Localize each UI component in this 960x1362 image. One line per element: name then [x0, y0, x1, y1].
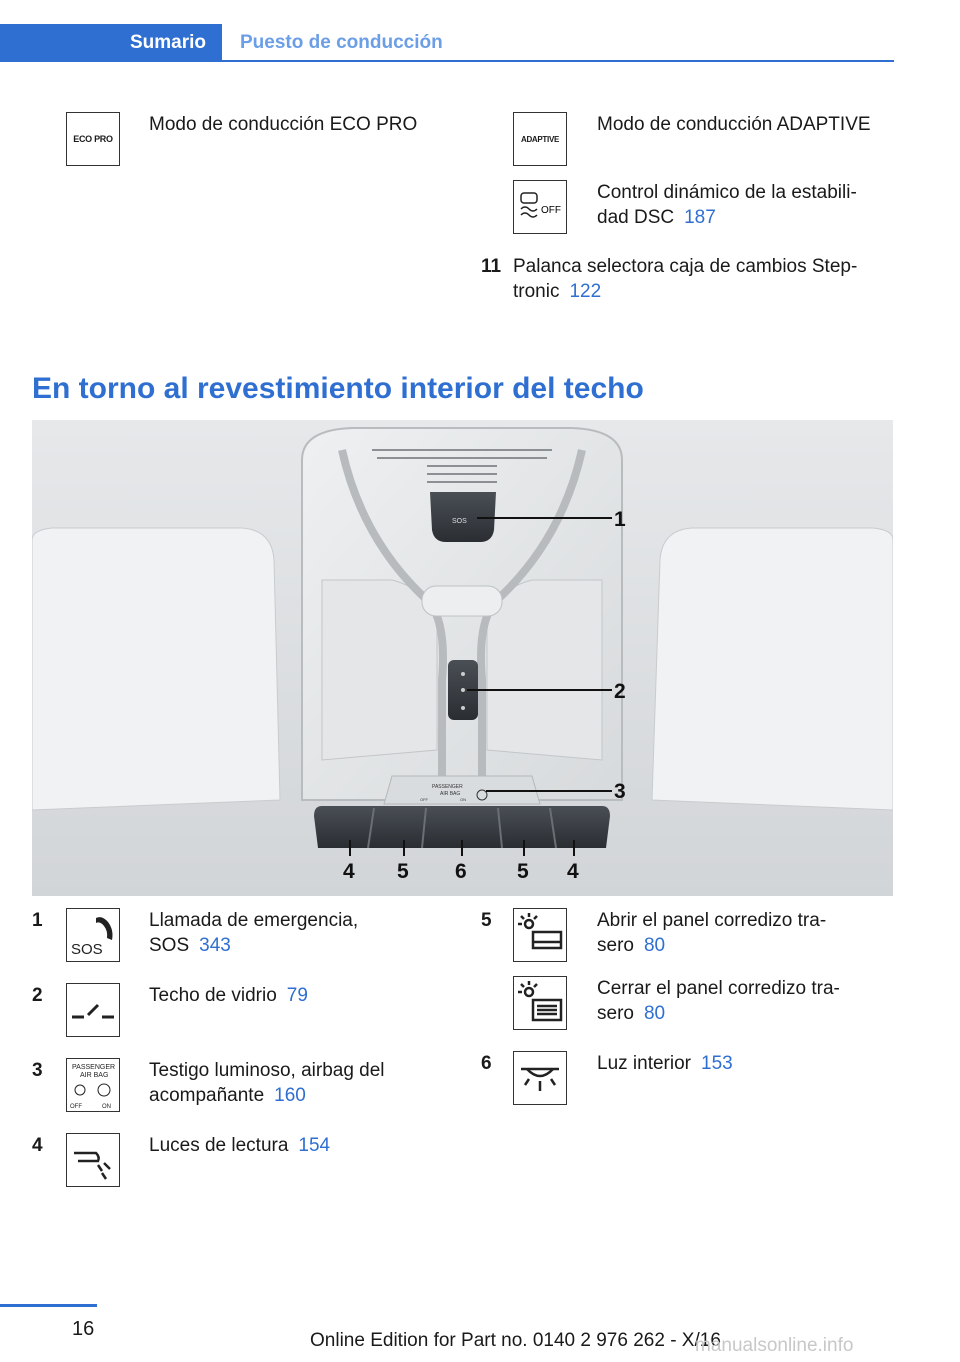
svg-text:AIR BAG: AIR BAG: [80, 1072, 109, 1079]
svg-text:OFF: OFF: [541, 205, 561, 216]
callout-4-left: 4: [343, 860, 355, 883]
passenger-airbag-icon: [66, 1058, 120, 1112]
legend-label: Llamada de emergencia, SOS 343: [149, 910, 359, 956]
roof-console-illustration: [32, 420, 893, 896]
callout-4-right: 4: [567, 860, 579, 883]
page-ref[interactable]: 79: [286, 985, 308, 1006]
footer-rule: [0, 1304, 97, 1307]
adaptive-label: Modo de conducción ADAPTIVE: [597, 114, 871, 135]
callout-5-left: 5: [397, 860, 409, 883]
legend-label: Cerrar el panel corredizo tra- sero 80: [597, 978, 840, 1024]
callout-6: 6: [455, 860, 467, 883]
legend-label: Testigo luminoso, airbag del acompañante 160: [149, 1060, 385, 1106]
selector-lever-label: Palanca selectora caja de cambios Step- tronic 122: [513, 256, 858, 302]
legend-label: Abrir el panel corredizo tra- sero 80: [597, 910, 827, 956]
watermark: manualsonline.info: [695, 1335, 854, 1356]
eco-pro-label: Modo de conducción ECO PRO: [149, 114, 418, 135]
page-ref[interactable]: 153: [701, 1053, 733, 1074]
sunshade-close-icon: [513, 976, 567, 1030]
svg-text:OFF: OFF: [420, 797, 428, 802]
interior-light-icon: [513, 1051, 567, 1105]
eco-pro-icon: ECO PRO: [66, 112, 120, 166]
reading-light-icon: [66, 1133, 120, 1187]
svg-text:ON: ON: [460, 797, 466, 802]
selector-lever-page-ref[interactable]: 122: [569, 281, 602, 302]
adaptive-icon: ADAPTIVE: [513, 112, 567, 166]
sos-call-icon: [66, 908, 120, 962]
svg-text:ON: ON: [102, 1104, 111, 1110]
callout-3: 3: [614, 780, 626, 803]
page-ref[interactable]: 80: [643, 935, 666, 956]
sunshade-open-icon: [513, 908, 567, 962]
page-ref[interactable]: 160: [274, 1085, 306, 1106]
svg-text:SOS: SOS: [452, 518, 467, 525]
tab-chapter[interactable]: Puesto de conducción: [240, 32, 443, 53]
section-title: En torno al revestimiento interior del techo: [32, 372, 644, 405]
legend-number: 3: [32, 1060, 43, 1081]
header-rule: [0, 60, 894, 62]
page-ref[interactable]: 154: [298, 1135, 331, 1156]
tab-summary[interactable]: Sumario: [0, 24, 222, 62]
dsc-off-icon: [513, 180, 567, 234]
dsc-label: Control dinámico de la estabili- dad DSC 187: [597, 182, 857, 228]
callout-5-right: 5: [517, 860, 529, 883]
svg-text:AIR BAG: AIR BAG: [440, 791, 461, 797]
legend-label: Luz interior 153: [597, 1053, 733, 1074]
callout-2: 2: [614, 680, 626, 703]
glass-roof-icon: [66, 983, 120, 1037]
chapter-header: [0, 24, 894, 62]
svg-text:OFF: OFF: [70, 1104, 82, 1110]
page-ref[interactable]: 80: [643, 1003, 666, 1024]
legend-number: 6: [481, 1053, 492, 1074]
legend-label: Luces de lectura 154: [149, 1135, 331, 1156]
dsc-page-ref[interactable]: 187: [684, 207, 716, 228]
svg-text:PASSENGER: PASSENGER: [72, 1064, 116, 1071]
legend-label: Techo de vidrio 79: [149, 985, 308, 1006]
item-number: 11: [481, 256, 502, 277]
legend-number: 1: [32, 910, 43, 931]
legend-number: 2: [32, 985, 43, 1006]
page-ref[interactable]: 343: [199, 935, 231, 956]
callout-1: 1: [614, 508, 626, 531]
legend-number: 4: [32, 1135, 43, 1156]
page-number: 16: [72, 1318, 95, 1340]
svg-text:PASSENGER: PASSENGER: [432, 784, 463, 790]
legend-number: 5: [481, 910, 492, 931]
svg-text:SOS: SOS: [71, 941, 103, 958]
edition-note: Online Edition for Part no. 0140 2 976 262 - X/16: [310, 1330, 721, 1351]
